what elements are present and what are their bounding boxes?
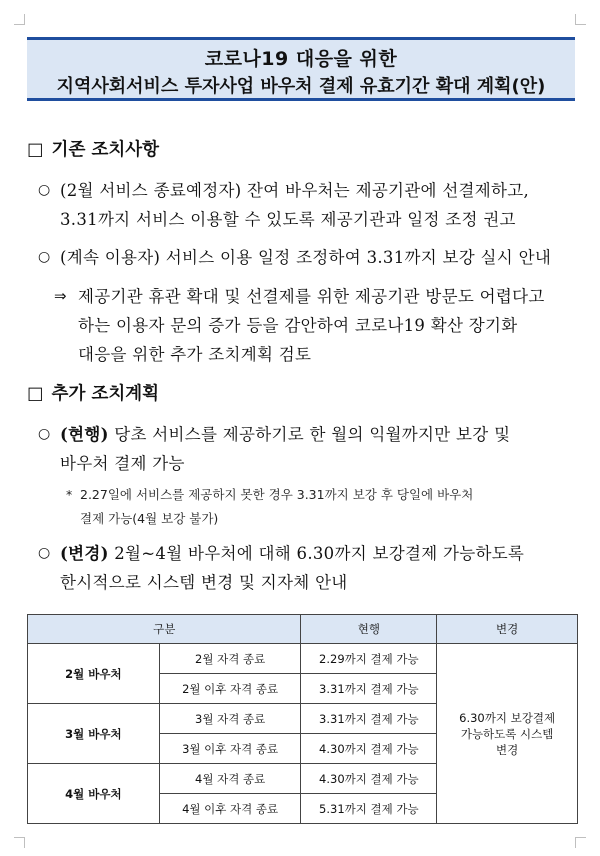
page-corner-mark (575, 14, 586, 25)
paragraph-line: 제공기관 휴관 확대 및 선결제를 위한 제공기관 방문도 어렵다고 (78, 287, 545, 306)
change-cell (437, 644, 578, 824)
section-heading-text: 추가 조치계획 (51, 384, 160, 404)
section-heading-existing (27, 136, 159, 161)
row-sub-label: 3월 자격 종료 (159, 704, 301, 734)
row-group-label: 4월 바우처 (28, 764, 160, 824)
paragraph-existing-1 (38, 176, 580, 234)
label-change: (변경) (60, 544, 109, 563)
change-line: 변경 (496, 742, 519, 757)
page-corner-mark (14, 837, 25, 848)
row-current-value: 5.31까지 결제 가능 (301, 794, 437, 824)
bullet-marker: ○ (38, 182, 51, 198)
paragraph-line: 바우처 결제 가능 (60, 454, 185, 473)
bullet-marker: ○ (38, 426, 51, 442)
paragraph-change (38, 539, 580, 597)
footnote-line: 결제 가능(4월 보강 불가) (80, 511, 219, 526)
row-current-value: 3.31까지 결제 가능 (301, 704, 437, 734)
document-title-box (27, 37, 575, 101)
section-heading-additional (27, 380, 159, 405)
paragraph-line: 대응을 위한 추가 조치계획 검토 (78, 345, 312, 364)
section-heading-text: 기존 조치사항 (51, 140, 160, 160)
bullet-marker: ○ (38, 545, 51, 561)
footnote-line: 2.27일에 서비스를 제공하지 못한 경우 3.31까지 보강 후 당일에 바우처 (80, 487, 474, 502)
footnote-marker: * (66, 487, 73, 502)
arrow-marker: ⇒ (54, 287, 67, 305)
paragraph-line: 3.31까지 서비스 이용할 수 있도록 제공기관과 일정 조정 권고 (60, 210, 516, 229)
paragraph-existing-2 (38, 243, 580, 272)
row-current-value: 4.30까지 결제 가능 (301, 734, 437, 764)
footnote (66, 483, 580, 531)
header-current: 현행 (301, 615, 437, 644)
section-marker: □ (27, 140, 44, 160)
paragraph-line: (계속 이용자) 서비스 이용 일정 조정하여 3.31까지 보강 실시 안내 (60, 248, 552, 267)
paragraph-line: 하는 이용자 문의 증가 등을 감안하여 코로나19 확산 장기화 (78, 316, 518, 335)
change-line: 가능하도록 시스템 (460, 726, 554, 741)
paragraph-line: 한시적으로 시스템 변경 및 지자체 안내 (60, 573, 348, 592)
row-sub-label: 2월 이후 자격 종료 (159, 674, 301, 704)
document-title-line2: 지역사회서비스 투자사업 바우처 결제 유효기간 확대 계획(안) (56, 76, 546, 97)
row-sub-label: 4월 자격 종료 (159, 764, 301, 794)
paragraph-existing-3 (54, 282, 580, 369)
row-sub-label: 3월 이후 자격 종료 (159, 734, 301, 764)
row-current-value: 3.31까지 결제 가능 (301, 674, 437, 704)
bullet-marker: ○ (38, 249, 51, 265)
row-group-label: 3월 바우처 (28, 704, 160, 764)
row-current-value: 4.30까지 결제 가능 (301, 764, 437, 794)
paragraph-line: (변경) 2월~4월 바우처에 대해 6.30까지 보강결제 가능하도록 (60, 544, 525, 563)
voucher-table (27, 614, 578, 824)
document-title-line1: 코로나19 대응을 위한 (204, 48, 398, 70)
row-sub-label: 2월 자격 종료 (159, 644, 301, 674)
section-marker: □ (27, 384, 44, 404)
table-row (28, 644, 578, 674)
page-corner-mark (14, 14, 25, 25)
table-header-row (28, 615, 578, 644)
paragraph-current (38, 420, 580, 478)
change-line: 6.30까지 보강결제 (459, 710, 556, 725)
paragraph-line: (2월 서비스 종료예정자) 잔여 바우처는 제공기관에 선결제하고, (60, 181, 530, 200)
row-sub-label: 4월 이후 자격 종료 (159, 794, 301, 824)
header-change: 변경 (437, 615, 578, 644)
page-corner-mark (575, 837, 586, 848)
paragraph-line: (현행) 당초 서비스를 제공하기로 한 월의 익월까지만 보강 및 (60, 425, 511, 444)
row-group-label: 2월 바우처 (28, 644, 160, 704)
label-current: (현행) (60, 425, 109, 444)
row-current-value: 2.29까지 결제 가능 (301, 644, 437, 674)
header-category: 구분 (28, 615, 301, 644)
